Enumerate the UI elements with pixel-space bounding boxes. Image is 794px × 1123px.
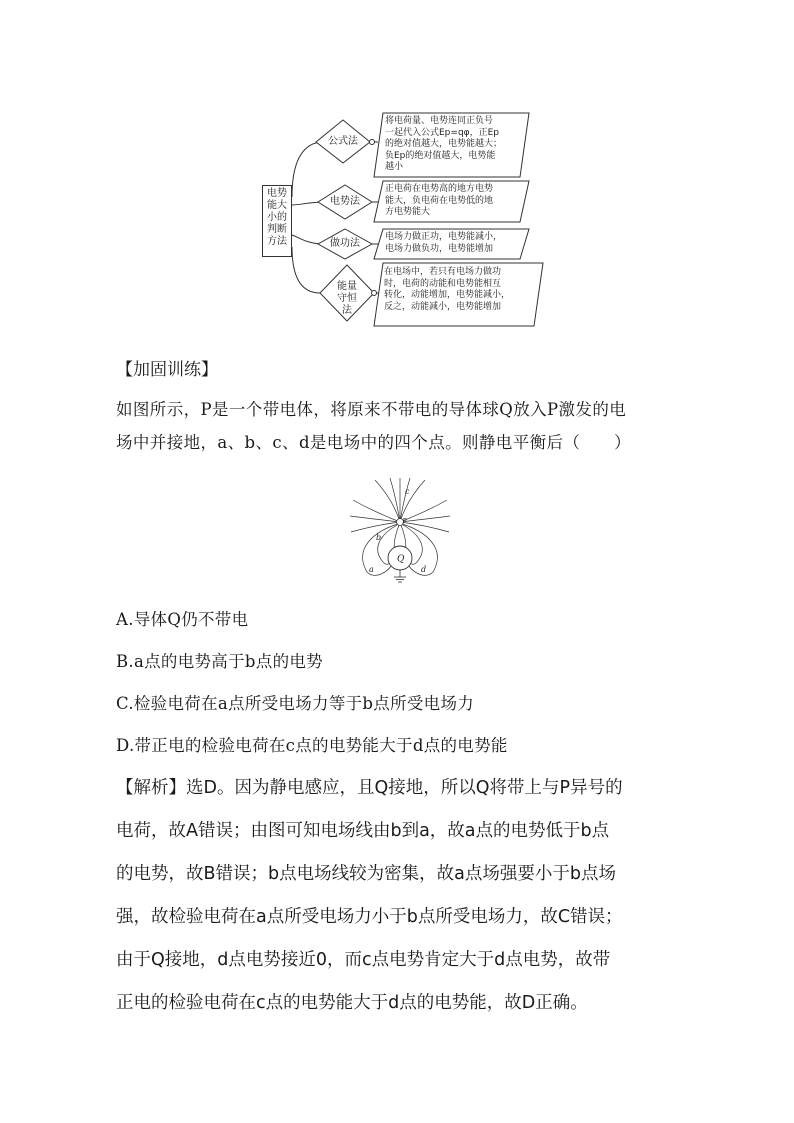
analysis-line-2: 电荷，故A错误；由图可知电场线由b到a，故a点的电势低于b点: [116, 821, 610, 841]
mind-map-center: 电势能大小的判断方法: [262, 185, 292, 257]
method-desc-energy: 在电场中，若只有电场力做功 时，电荷的动能和电势能相互 转化，动能增加，电势能减小， 反之，动能减小，电势能增加: [384, 267, 511, 312]
label-q: Q: [397, 554, 405, 565]
question-text: [116, 393, 686, 459]
method-desc-potential: 正电荷在电势高的地方电势 能大，负电荷在电势低的地 方电势能大: [385, 184, 494, 217]
section-title: 【加固训练】: [116, 360, 218, 380]
analysis-line-1: 【解析】选D。因为静电感应，且Q接地，所以Q将带上与P异号的: [116, 778, 623, 798]
method-label-potential: 电势法: [330, 196, 360, 207]
mind-map: [250, 105, 550, 335]
question-line-1: 如图所示，P是一个带电体，将原来不带电的导体球Q放入P激发的电: [116, 400, 627, 419]
label-c: c: [405, 487, 410, 496]
analysis: [116, 767, 688, 1025]
method-label-energy: 能量守恒法: [337, 281, 357, 316]
label-a: a: [369, 565, 374, 574]
method-label-formula: 公式法: [328, 136, 358, 147]
analysis-line-4: 强，故检验电荷在a点所受电场力小于b点所受电场力，故C错误；: [116, 907, 623, 927]
method-desc-work: 电场力做正功，电势能减小， 电场力做负功，电势能增加: [385, 232, 503, 254]
question-line-2: 场中并接地，a、b、c、d是电场中的四个点。则静电平衡后（ ）: [116, 433, 632, 452]
method-label-work: 做功法: [330, 238, 360, 249]
analysis-tag: 【解析】: [116, 778, 186, 798]
option-b: B.a点的电势高于b点的电势: [116, 652, 323, 671]
analysis-line-6: 正电的检验电荷在c点的电势能大于d点的电势能，故D正确。: [116, 993, 588, 1013]
option-c: C.检验电荷在a点所受电场力等于b点所受电场力: [116, 694, 475, 713]
option-d: D.带正电的检验电荷在c点的电势能大于d点的电势能: [116, 736, 508, 755]
analysis-line-3: 的电势，故B错误；b点电场线较为密集，故a点场强要小于b点场: [116, 864, 616, 884]
electric-field-figure: [345, 476, 455, 588]
analysis-line-5: 由于Q接地，d点电势接近0，而c点电势肯定大于d点电势，故带: [116, 950, 611, 970]
label-b: b: [376, 533, 382, 542]
label-d: d: [421, 565, 427, 574]
method-desc-formula: 将电荷量、电势连同正负号 一起代入公式Ep=qφ，正Ep 的绝对值越大，电势能越大； 负Ep的绝对值越大，电势能 越小: [385, 116, 503, 172]
option-a: A.导体Q仍不带电: [116, 610, 249, 629]
label-p: P: [402, 518, 407, 525]
